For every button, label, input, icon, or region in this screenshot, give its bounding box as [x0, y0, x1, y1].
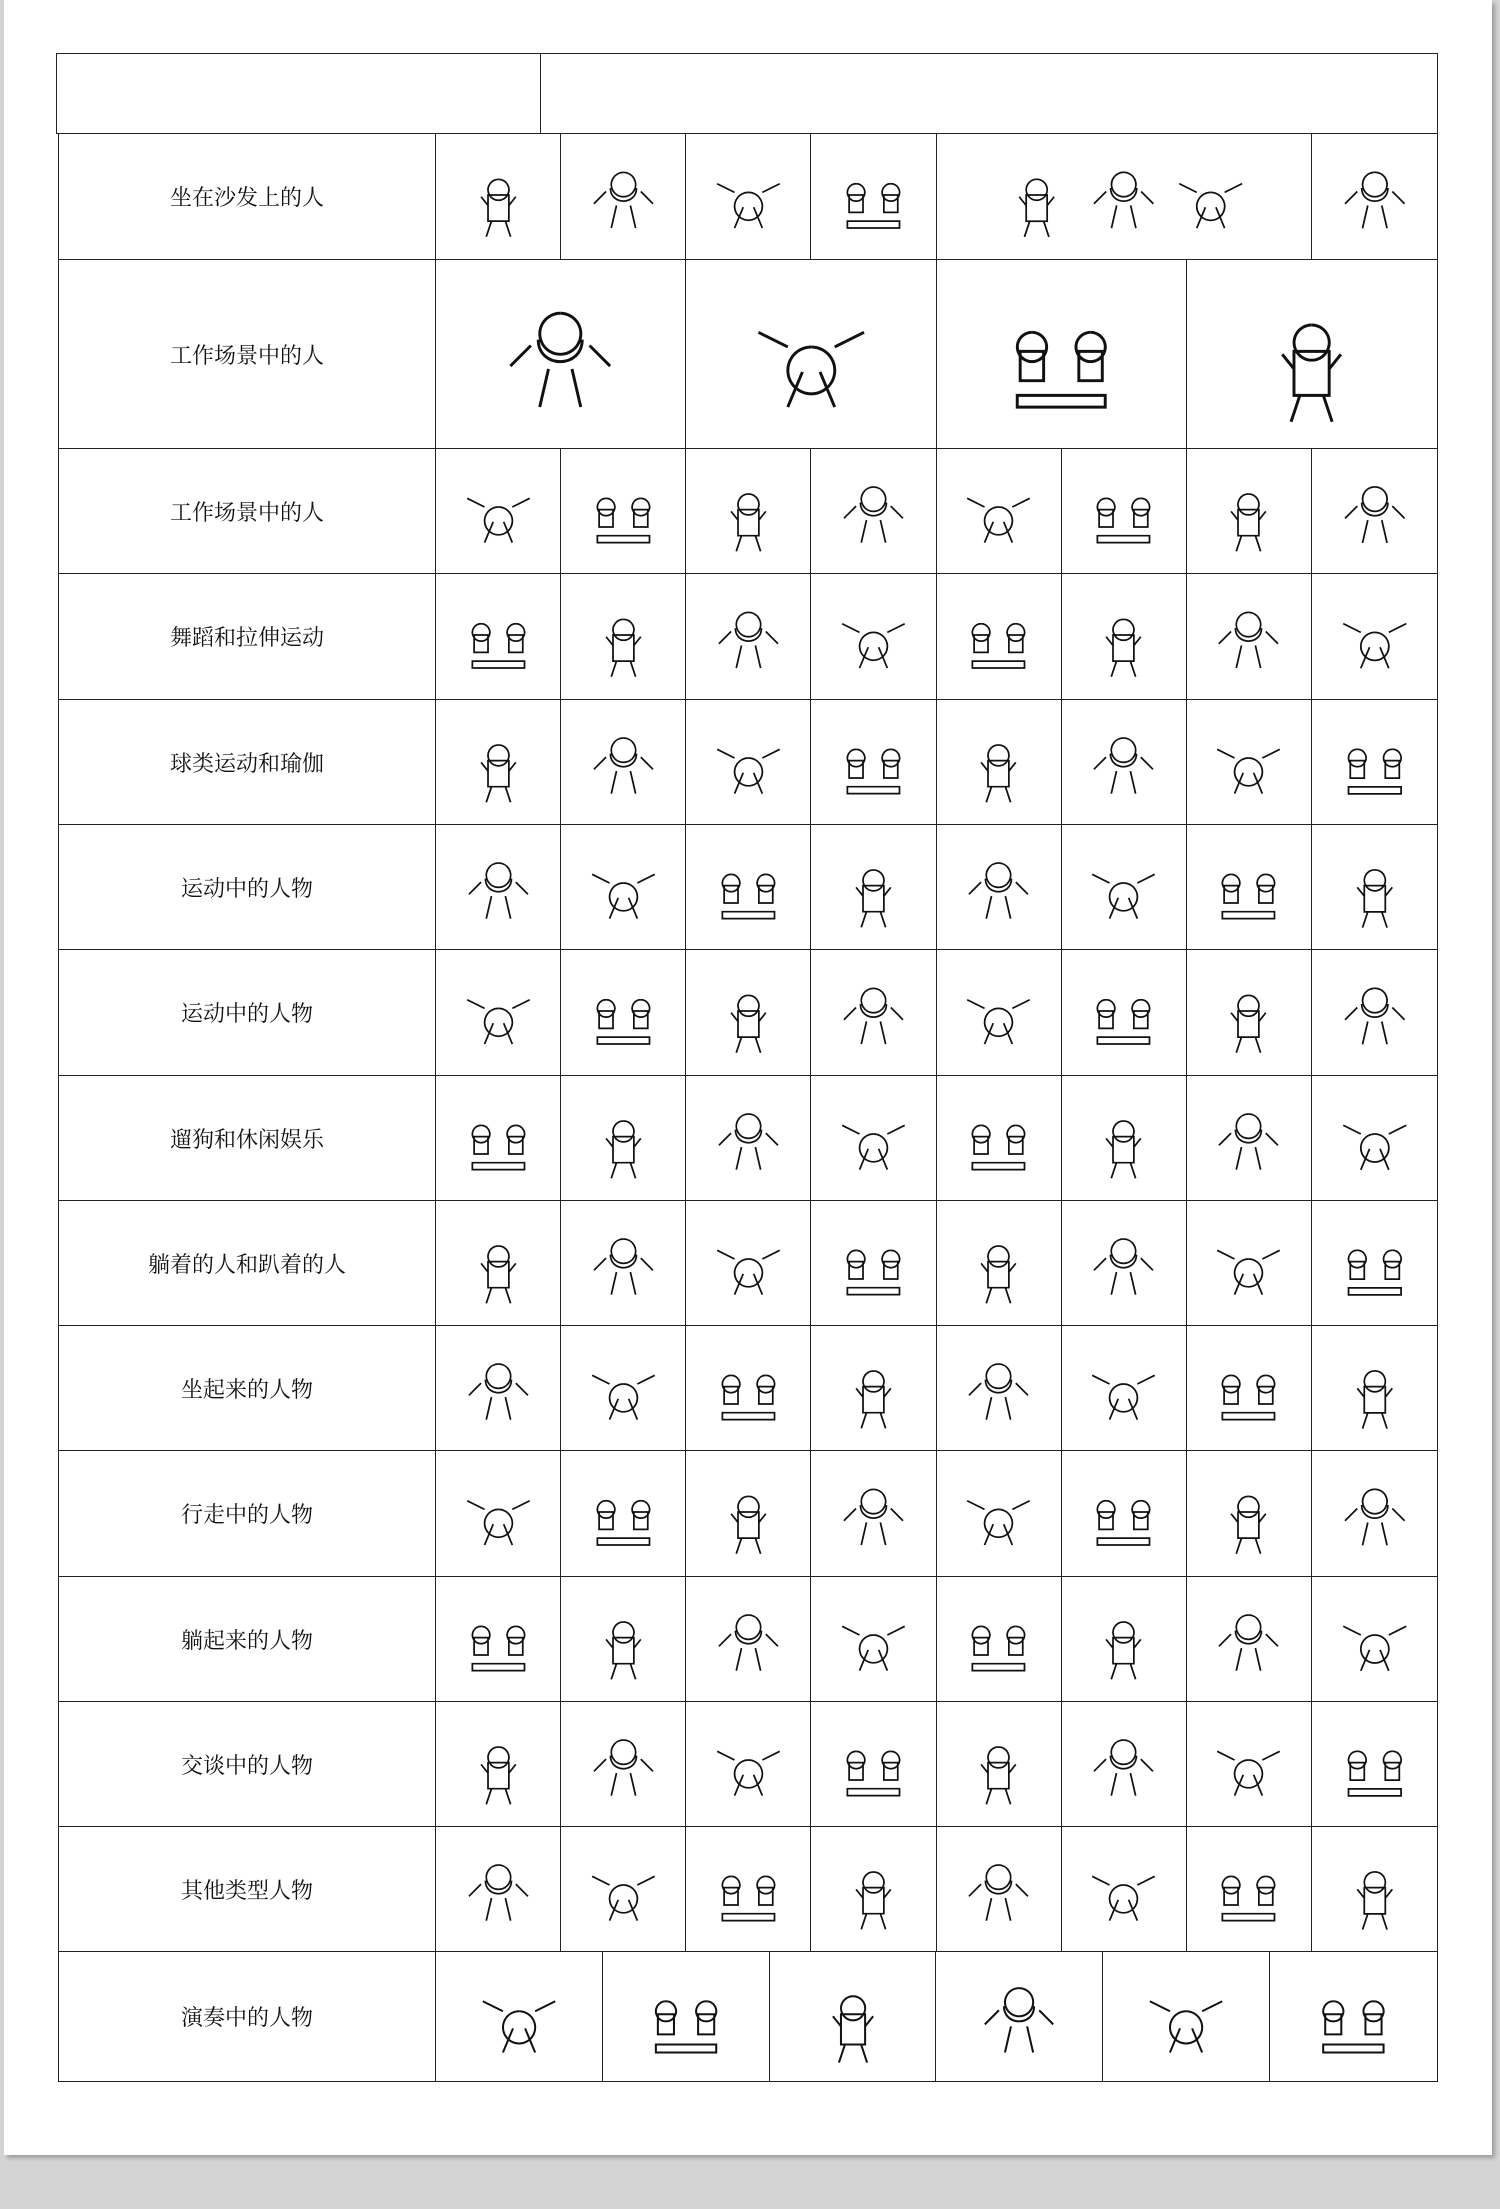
figure-cell	[811, 700, 936, 824]
person-top-view-icon	[705, 148, 792, 246]
figure-cell	[937, 1577, 1062, 1701]
figure-cell	[436, 1827, 561, 1951]
figure-cells	[436, 1827, 1437, 1951]
figure-cell	[686, 574, 811, 699]
figure-cell	[1312, 700, 1437, 824]
figure-cell	[1187, 1326, 1312, 1450]
person-top-view-icon	[1080, 1090, 1167, 1187]
row-label: 工作场景中的人	[59, 449, 436, 573]
figure-cell	[1062, 1201, 1187, 1325]
figure-cell	[1312, 449, 1437, 573]
figure-cell	[937, 1326, 1062, 1450]
person-top-view-icon	[955, 1340, 1042, 1437]
person-top-view-icon	[705, 1716, 792, 1813]
figure-cells	[436, 1702, 1437, 1826]
figure-cell	[561, 1201, 686, 1325]
person-top-view-icon	[1205, 1215, 1292, 1312]
person-top-view-icon	[830, 1591, 917, 1688]
figure-cell	[686, 1827, 811, 1951]
figure-cells	[436, 574, 1437, 699]
person-top-view-icon	[830, 839, 917, 936]
figure-cell	[1312, 1827, 1437, 1951]
figure-cells	[436, 700, 1437, 824]
table-row	[58, 1451, 1438, 1577]
figure-cell	[686, 1577, 811, 1701]
row-label: 其他类型人物	[59, 1827, 436, 1951]
person-top-view-icon	[580, 714, 667, 811]
row-label: 球类运动和瑜伽	[59, 700, 436, 824]
figure-cell	[436, 1702, 561, 1826]
figure-cell	[686, 449, 811, 573]
figure-cell	[686, 1201, 811, 1325]
figure-cell	[686, 1076, 811, 1200]
figure-cell	[1312, 1201, 1437, 1325]
figure-cell	[936, 1952, 1103, 2081]
table-row	[58, 700, 1438, 825]
person-top-view-icon	[1205, 714, 1292, 811]
person-top-view-icon	[830, 1716, 917, 1813]
figure-cells	[436, 134, 1437, 259]
figure-cell	[436, 700, 561, 824]
person-top-view-icon	[955, 1716, 1042, 1813]
person-top-view-icon	[830, 1215, 917, 1312]
figure-cell	[561, 1702, 686, 1826]
table-row	[58, 1076, 1438, 1201]
person-top-view-icon	[705, 463, 792, 560]
figure-cell	[561, 700, 686, 824]
figure-cell	[436, 449, 561, 573]
figure-cell	[1187, 950, 1312, 1075]
figure-cell	[436, 1451, 561, 1576]
row-label: 躺起来的人物	[59, 1577, 436, 1701]
figure-cell	[1312, 825, 1437, 949]
person-top-view-icon	[705, 1591, 792, 1688]
figure-cell	[561, 1451, 686, 1576]
person-top-view-icon	[830, 1841, 917, 1938]
person-top-view-icon	[455, 839, 542, 936]
figure-cell	[1312, 1702, 1437, 1826]
figure-cell	[937, 1201, 1062, 1325]
figure-cell	[1187, 1076, 1312, 1200]
figure-cells	[436, 1076, 1437, 1200]
figure-cell	[1187, 574, 1312, 699]
table-row	[58, 1827, 1438, 1952]
person-top-view-icon	[1331, 714, 1419, 811]
person-top-view-icon	[955, 714, 1042, 811]
figure-cell	[937, 1827, 1062, 1951]
figure-cell	[1062, 950, 1187, 1075]
figure-cell	[436, 1577, 561, 1701]
figure-cells	[436, 1451, 1437, 1576]
person-top-view-icon	[955, 588, 1042, 686]
table-row	[58, 449, 1438, 574]
person-top-view-icon	[993, 148, 1080, 246]
person-top-view-icon	[473, 281, 647, 428]
figure-cell	[561, 950, 686, 1075]
person-top-view-icon	[1331, 1090, 1419, 1187]
person-top-view-icon	[1080, 839, 1167, 936]
person-top-view-icon	[955, 1090, 1042, 1187]
figure-cell	[1312, 134, 1437, 259]
figure-cell	[811, 1702, 936, 1826]
person-top-view-icon	[455, 1340, 542, 1437]
person-top-view-icon	[724, 281, 898, 428]
person-top-view-icon	[1205, 1841, 1292, 1938]
figure-cell	[686, 1326, 811, 1450]
person-top-view-icon	[705, 839, 792, 936]
figure-cell	[1062, 825, 1187, 949]
figure-cell	[436, 1201, 561, 1325]
figure-cell	[1187, 1577, 1312, 1701]
person-top-view-icon	[1080, 714, 1167, 811]
person-top-view-icon	[1205, 1716, 1292, 1813]
figure-cell	[811, 1577, 936, 1701]
person-top-view-icon	[1080, 1591, 1167, 1688]
row-label: 运动中的人物	[59, 950, 436, 1075]
row-label: 躺着的人和趴着的人	[59, 1201, 436, 1325]
table-row	[58, 260, 1438, 449]
figure-cells	[436, 1952, 1437, 2081]
figure-cell	[686, 1451, 811, 1576]
figure-cell	[686, 950, 811, 1075]
person-top-view-icon	[580, 1716, 667, 1813]
person-top-view-icon	[705, 714, 792, 811]
figure-cell	[937, 950, 1062, 1075]
person-top-view-icon	[455, 714, 542, 811]
figure-cell	[811, 950, 936, 1075]
figure-cell	[811, 449, 936, 573]
figure-cell	[1312, 1326, 1437, 1450]
figure-cell	[436, 950, 561, 1075]
person-top-view-icon	[1080, 1716, 1167, 1813]
figure-cell	[436, 825, 561, 949]
person-top-view-icon	[955, 1591, 1042, 1688]
figure-cell	[811, 134, 936, 259]
figure-cell	[686, 134, 811, 259]
person-top-view-icon	[1205, 839, 1292, 936]
figure-cell	[937, 134, 1312, 259]
figure-cell	[561, 1827, 686, 1951]
row-label: 坐起来的人物	[59, 1326, 436, 1450]
table-row	[58, 950, 1438, 1076]
person-top-view-icon	[1205, 964, 1292, 1062]
person-top-view-icon	[830, 463, 917, 560]
figure-cell	[811, 1451, 936, 1576]
figure-cell	[561, 1326, 686, 1450]
person-top-view-icon	[705, 1090, 792, 1187]
table-row	[58, 1952, 1438, 2082]
figure-cell	[436, 260, 686, 448]
figure-cell	[561, 825, 686, 949]
person-top-view-icon	[1205, 1591, 1292, 1688]
figure-cell	[1062, 1451, 1187, 1576]
person-top-view-icon	[455, 1591, 542, 1688]
figure-cell	[1187, 1827, 1312, 1951]
figure-cell	[1187, 1201, 1312, 1325]
figure-cell	[561, 449, 686, 573]
person-top-view-icon	[705, 1215, 792, 1312]
row-label: 运动中的人物	[59, 825, 436, 949]
figure-cell	[1062, 1702, 1187, 1826]
figure-cell	[1062, 449, 1187, 573]
person-top-view-icon	[1331, 964, 1419, 1062]
figure-cell	[1270, 1952, 1437, 2081]
person-top-view-icon	[580, 1215, 667, 1312]
person-top-view-icon	[580, 588, 667, 686]
person-top-view-icon	[955, 1215, 1042, 1312]
person-top-view-icon	[1331, 148, 1419, 246]
figure-cells	[436, 1326, 1437, 1450]
person-top-view-icon	[1331, 1716, 1419, 1813]
table-row	[58, 134, 1438, 260]
person-top-view-icon	[1080, 1340, 1167, 1437]
person-top-view-icon	[1331, 588, 1419, 686]
figure-cell	[937, 574, 1062, 699]
figure-cells	[436, 950, 1437, 1075]
person-top-view-icon	[795, 1966, 911, 2067]
figure-cells	[436, 260, 1437, 448]
person-top-view-icon	[1080, 1841, 1167, 1938]
header-box	[56, 53, 1438, 134]
figure-cell	[436, 574, 561, 699]
person-top-view-icon	[961, 1966, 1077, 2067]
figure-cell	[937, 700, 1062, 824]
figure-cell	[1062, 1326, 1187, 1450]
person-top-view-icon	[1205, 1090, 1292, 1187]
person-top-view-icon	[455, 148, 542, 246]
figure-cell	[1187, 449, 1312, 573]
row-label: 演奏中的人物	[59, 1952, 436, 2081]
person-top-view-icon	[830, 714, 917, 811]
person-top-view-icon	[1205, 463, 1292, 560]
figure-cell	[1062, 574, 1187, 699]
person-top-view-icon	[461, 1966, 577, 2067]
person-top-view-icon	[705, 1841, 792, 1938]
figure-cell	[436, 1326, 561, 1450]
figure-cell	[1312, 1076, 1437, 1200]
person-top-view-icon	[580, 1090, 667, 1187]
catalog-sheet	[4, 0, 1492, 2155]
person-top-view-icon	[1167, 148, 1254, 246]
person-top-view-icon	[1080, 964, 1167, 1062]
person-top-view-icon	[830, 1090, 917, 1187]
row-label: 坐在沙发上的人	[59, 134, 436, 259]
figure-cell	[436, 1952, 603, 2081]
figure-cell	[1187, 700, 1312, 824]
figure-cell	[1062, 1076, 1187, 1200]
person-top-view-icon	[1205, 588, 1292, 686]
person-top-view-icon	[580, 1340, 667, 1437]
figure-cell	[686, 700, 811, 824]
figure-cell	[811, 1076, 936, 1200]
row-label: 工作场景中的人	[59, 260, 436, 448]
person-top-view-icon	[455, 1716, 542, 1813]
figure-cell	[1312, 1577, 1437, 1701]
person-top-view-icon	[1331, 1465, 1419, 1563]
person-top-view-icon	[705, 964, 792, 1062]
row-label: 交谈中的人物	[59, 1702, 436, 1826]
person-top-view-icon	[1080, 463, 1167, 560]
figure-cell	[1312, 574, 1437, 699]
person-top-view-icon	[455, 463, 542, 560]
person-top-view-icon	[1080, 588, 1167, 686]
figure-cell	[1187, 1451, 1312, 1576]
table-row	[58, 574, 1438, 700]
person-top-view-icon	[1128, 1966, 1244, 2067]
figure-cell	[937, 1702, 1062, 1826]
table-row	[58, 825, 1438, 950]
person-top-view-icon	[455, 1090, 542, 1187]
person-top-view-icon	[955, 1465, 1042, 1563]
person-top-view-icon	[955, 1841, 1042, 1938]
person-top-view-icon	[1331, 1340, 1419, 1437]
figure-cell	[686, 825, 811, 949]
person-top-view-icon	[1331, 1215, 1419, 1312]
figure-cell	[603, 1952, 770, 2081]
person-top-view-icon	[830, 1465, 917, 1563]
figure-cell	[811, 1201, 936, 1325]
table-row	[58, 1326, 1438, 1451]
person-top-view-icon	[830, 1340, 917, 1437]
person-top-view-icon	[628, 1966, 744, 2067]
person-top-view-icon	[1205, 1465, 1292, 1563]
figure-cell	[436, 1076, 561, 1200]
person-top-view-icon	[955, 964, 1042, 1062]
person-top-view-icon	[1331, 463, 1419, 560]
figure-cell	[1187, 1702, 1312, 1826]
person-top-view-icon	[455, 1841, 542, 1938]
table-row	[58, 1201, 1438, 1326]
figure-cell	[1062, 1827, 1187, 1951]
person-top-view-icon	[455, 964, 542, 1062]
person-top-view-icon	[955, 463, 1042, 560]
person-top-view-icon	[580, 839, 667, 936]
person-top-view-icon	[1331, 1841, 1419, 1938]
figure-cells	[436, 449, 1437, 573]
figure-cells	[436, 1201, 1437, 1325]
person-top-view-icon	[974, 281, 1148, 428]
figure-cell	[937, 1451, 1062, 1576]
figure-cell	[686, 260, 936, 448]
figure-cell	[937, 449, 1062, 573]
figure-cell	[937, 260, 1187, 448]
figure-cell	[561, 1577, 686, 1701]
person-top-view-icon	[1331, 839, 1419, 936]
figure-cell	[770, 1952, 937, 2081]
figure-cell	[937, 1076, 1062, 1200]
title-cell	[57, 54, 541, 133]
figure-cell	[1062, 1577, 1187, 1701]
person-top-view-icon	[830, 588, 917, 686]
figure-cell	[811, 1827, 936, 1951]
person-top-view-icon	[705, 1465, 792, 1563]
figure-cell	[686, 1702, 811, 1826]
person-top-view-icon	[1080, 148, 1167, 246]
person-top-view-icon	[705, 1340, 792, 1437]
figure-cell	[1187, 825, 1312, 949]
person-top-view-icon	[1331, 1591, 1419, 1688]
person-top-view-icon	[830, 964, 917, 1062]
person-top-view-icon	[455, 1465, 542, 1563]
person-top-view-icon	[1295, 1966, 1412, 2067]
figure-cell	[436, 134, 561, 259]
figure-cell	[937, 825, 1062, 949]
person-top-view-icon	[580, 964, 667, 1062]
figure-cell	[561, 134, 686, 259]
person-top-view-icon	[580, 1591, 667, 1688]
person-top-view-icon	[1205, 1340, 1292, 1437]
figure-cell	[811, 574, 936, 699]
person-top-view-icon	[455, 1215, 542, 1312]
person-top-view-icon	[1224, 281, 1399, 428]
figure-cell	[1103, 1952, 1270, 2081]
person-top-view-icon	[580, 148, 667, 246]
person-top-view-icon	[580, 1465, 667, 1563]
figure-cell	[561, 1076, 686, 1200]
person-top-view-icon	[1080, 1465, 1167, 1563]
figure-cells	[436, 1577, 1437, 1701]
figure-cell	[811, 825, 936, 949]
figure-cell	[1187, 260, 1437, 448]
table-row	[58, 1702, 1438, 1827]
row-label: 行走中的人物	[59, 1451, 436, 1576]
person-top-view-icon	[580, 463, 667, 560]
figure-cell	[561, 574, 686, 699]
person-top-view-icon	[1080, 1215, 1167, 1312]
figure-cell	[1312, 1451, 1437, 1576]
person-top-view-icon	[455, 588, 542, 686]
row-label: 舞蹈和拉伸运动	[59, 574, 436, 699]
person-top-view-icon	[580, 1841, 667, 1938]
figure-cells	[436, 825, 1437, 949]
person-top-view-icon	[830, 148, 917, 246]
person-top-view-icon	[955, 839, 1042, 936]
figure-cell	[1312, 950, 1437, 1075]
figure-cell	[1062, 700, 1187, 824]
figure-cell	[811, 1326, 936, 1450]
table-row	[58, 1577, 1438, 1702]
person-top-view-icon	[705, 588, 792, 686]
row-label: 遛狗和休闲娱乐	[59, 1076, 436, 1200]
